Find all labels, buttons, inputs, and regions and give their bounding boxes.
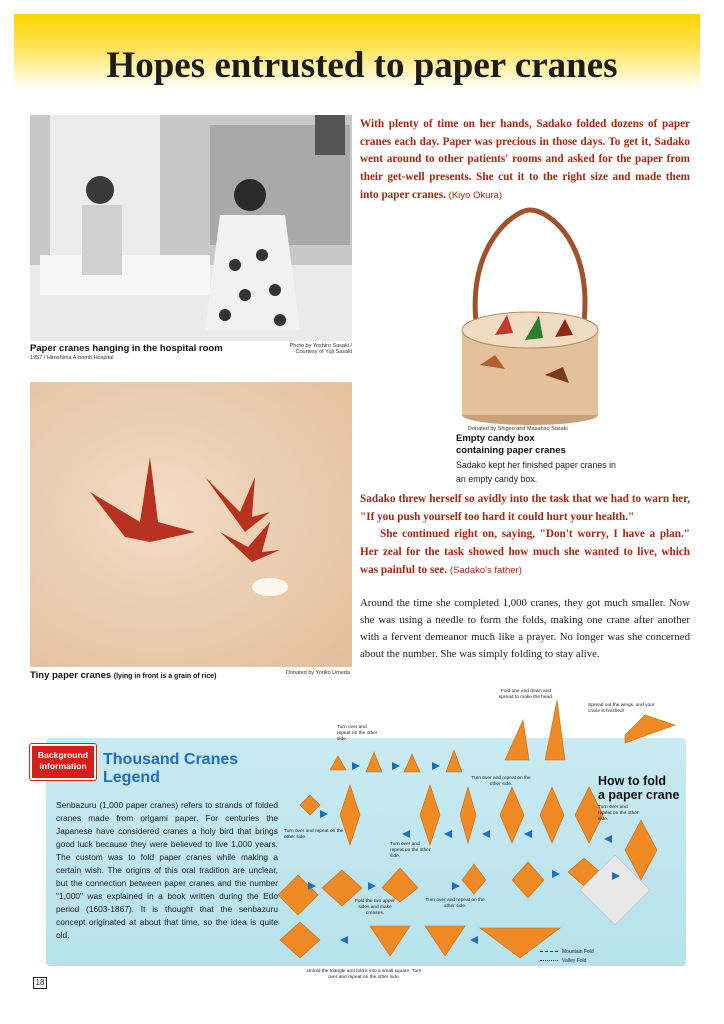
- candy-box-description: Sadako kept her finished paper cranes in an empty candy box.: [456, 460, 616, 484]
- note-turn-top-mid: Turn over and repeat on the other side.: [471, 776, 531, 787]
- note-unfold: Unfold the triangle and fold it into a small square. Turn over and repeat on the other side.: [306, 969, 422, 980]
- badge-line-1: Background: [37, 750, 89, 760]
- hospital-photo-credit: Photo by Yoshiro Sasaki / Courtesy of Yuji Sasaki: [289, 343, 352, 356]
- legend-title-line1: Thousand Cranes: [103, 751, 239, 768]
- mountain-fold-label: Mountain Fold: [562, 949, 594, 955]
- body-paragraph: Around the time she completed 1,000 cranes, they got much smaller. Now she was using a needle to form the folds, making one crane after another with a fervent demeanor much like a prayer. No longer was she concerned about the number. She was simply folding to stay alive.: [360, 597, 690, 661]
- valley-fold-key: [540, 958, 594, 964]
- howto-title-line2: a paper crane: [598, 787, 680, 802]
- note-turn-left-mid: Turn over and repeat on the other side.: [284, 829, 344, 840]
- page-number: 18: [33, 977, 47, 989]
- badge-line-2: information: [39, 760, 87, 771]
- legend-text: Senbazuru (1,000 paper cranes) refers to strands of folded cranes made from origami paper. For centuries the Japanese have considered cranes a holy bird that brings good luck because they were believed to live 1,000 years. The custom was to fold paper cranes while making a certain wish. The origins of this oral tradition are unclear, but the connection between paper cranes and the number "1,000" was explained in a book written during the Edo period (1603-1867). It is thought that the senbazuru concept originated at about that time, so the idea is quite old.: [56, 800, 278, 941]
- candy-box-title-line2: containing paper cranes: [456, 445, 566, 457]
- tiny-cranes-credit: Donated by Yoriko Umeda: [286, 670, 350, 676]
- tiny-cranes-caption-title: Tiny paper cranes: [30, 670, 112, 681]
- note-spread-wings: Spread out the wings, and your crane is finished!: [588, 703, 655, 714]
- howto-title-line1: How to fold: [598, 774, 667, 788]
- note-fold-head: Fold one end down and spread to make the head.: [498, 689, 554, 700]
- intro-source: (Kiyo Okura): [448, 189, 502, 201]
- note-turn-right: Turn over and repeat on the other side.: [598, 805, 639, 822]
- quote-paragraph-2-text: She continued right on, saying, "Don't worry, I have a plan." Her zeal for the task showed how much she wanted to live, which was painful to see.: [360, 528, 690, 576]
- note-turn-bottom: Turn over and repeat on the other side.: [425, 898, 485, 909]
- hospital-photo-subcaption: 1957 / Hiroshima A-bomb Hospital: [30, 355, 114, 361]
- quote-paragraph-1: Sadako threw herself so avidly into the task that we had to warn her, "If you push yourself too hard it could hurt your health.": [360, 493, 690, 523]
- valley-fold-label: Valley Fold: [562, 958, 587, 964]
- note-turn-center: Turn over and repeat on the other side.: [390, 842, 431, 859]
- candy-box-title-line1: Empty candy box: [456, 433, 535, 444]
- hospital-photo-caption: Paper cranes hanging in the hospital room: [30, 343, 223, 354]
- candy-box-credit: Donated by Shigeo and Masahiro Sasaki: [468, 426, 568, 432]
- legend-title-line2: Legend: [103, 768, 160, 786]
- page-title: Hopes entrusted to paper cranes: [106, 45, 618, 86]
- quote-source: (Sadako's father): [449, 564, 522, 576]
- fold-legend: [540, 949, 594, 964]
- note-turn-top-left: Turn over and repeat on the other side.: [337, 725, 378, 742]
- tiny-cranes-caption-note: (lying in front is a grain of rice): [113, 673, 217, 680]
- note-fold-two: Fold the two upper sides and make creases.: [355, 899, 395, 916]
- intro-text: With plenty of time on her hands, Sadako folded dozens of paper cranes each day. Paper was precious in those days. To get it, Sadako went around to other patients' rooms and asked for the paper from their get-well presents. She cut it to the right size and made them into paper cranes.: [360, 118, 690, 201]
- mountain-fold-key: [540, 949, 594, 955]
